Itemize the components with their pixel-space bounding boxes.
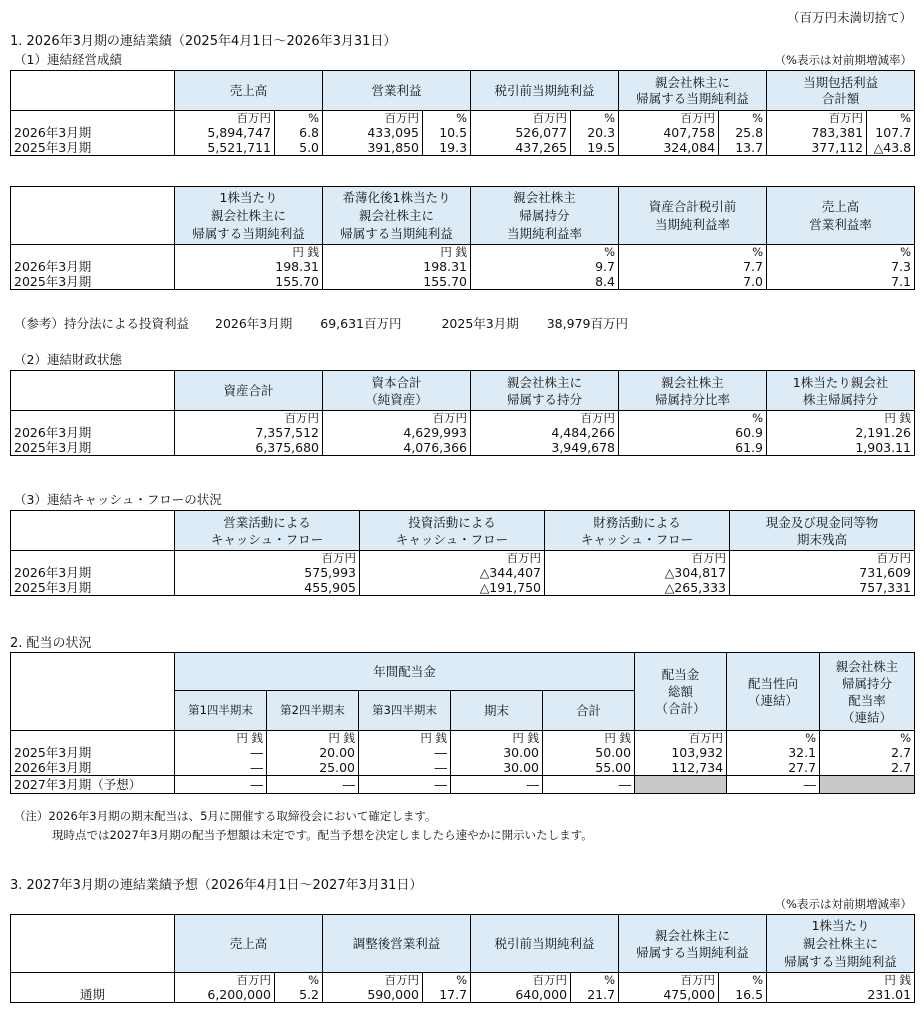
row-label: 2026年3月期 bbox=[11, 760, 175, 776]
header-cell: 資本合計 （純資産） bbox=[323, 371, 471, 411]
corner-cell bbox=[11, 511, 175, 551]
value-cell: 50.00 bbox=[543, 745, 635, 760]
forecast-table bbox=[10, 914, 915, 1003]
operating-results-table bbox=[10, 70, 915, 156]
unit-cell bbox=[11, 973, 175, 988]
value-cell: 4,076,366 bbox=[323, 440, 471, 456]
unit-cell: % bbox=[275, 111, 323, 126]
value-cell: 8.4 bbox=[471, 274, 619, 290]
percent-note: （%表示は対前期増減率） bbox=[774, 897, 912, 911]
table-row bbox=[11, 987, 915, 1003]
row-label: 2026年3月期 bbox=[11, 565, 175, 580]
value-cell: 2.7 bbox=[820, 745, 915, 760]
value-cell: 25.8 bbox=[719, 125, 767, 140]
value-cell: ― bbox=[175, 760, 267, 776]
value-cell: △265,333 bbox=[545, 580, 730, 596]
header-cell: 売上高 営業利益率 bbox=[767, 187, 915, 245]
value-cell: 17.7 bbox=[423, 987, 471, 1003]
ref-value: 38,979百万円 bbox=[546, 316, 628, 331]
shaded-cell bbox=[635, 776, 727, 794]
unit-cell: 円 銭 bbox=[175, 731, 267, 746]
ref-label: （参考）持分法による投資利益 bbox=[14, 316, 190, 331]
header-cell: 売上高 bbox=[175, 915, 323, 973]
unit-cell: % bbox=[423, 973, 471, 988]
table-row bbox=[11, 565, 915, 580]
unit-cell: 円 銭 bbox=[767, 973, 915, 988]
unit-cell: 百万円 bbox=[767, 111, 867, 126]
value-cell: ― bbox=[451, 776, 543, 794]
value-cell: 103,932 bbox=[635, 745, 727, 760]
header-cell: 営業活動による キャッシュ・フロー bbox=[175, 511, 360, 551]
header-cell: 合計 bbox=[543, 691, 635, 731]
value-cell: 6.8 bbox=[275, 125, 323, 140]
unit-cell bbox=[11, 411, 175, 426]
unit-cell: % bbox=[719, 111, 767, 126]
subsection-title-financial: （2）連結財政状態 bbox=[14, 352, 122, 367]
unit-cell: 円 銭 bbox=[323, 245, 471, 260]
value-cell: 198.31 bbox=[175, 259, 323, 274]
value-cell: ― bbox=[175, 745, 267, 760]
table-row bbox=[11, 580, 915, 596]
subsection-title-cashflow: （3）連結キャッシュ・フローの状況 bbox=[14, 492, 222, 507]
header-cell: 希薄化後1株当たり 親会社株主に 帰属する当期純利益 bbox=[323, 187, 471, 245]
unit-cell bbox=[11, 731, 175, 746]
value-cell: ― bbox=[267, 776, 359, 794]
unit-cell: % bbox=[719, 973, 767, 988]
value-cell: 9.7 bbox=[471, 259, 619, 274]
value-cell: 475,000 bbox=[619, 987, 719, 1003]
unit-cell: % bbox=[571, 973, 619, 988]
unit-cell: 百万円 bbox=[175, 551, 360, 566]
header-cell: 親会社株主に 帰属する当期純利益 bbox=[619, 915, 767, 973]
value-cell: 20.3 bbox=[571, 125, 619, 140]
subsection-title-operating: （1）連結経営成績 bbox=[14, 52, 122, 67]
unit-cell: 円 銭 bbox=[175, 245, 323, 260]
value-cell: 640,000 bbox=[471, 987, 571, 1003]
section-title-dividends: 2. 配当の状況 bbox=[10, 636, 92, 651]
header-cell: 現金及び現金同等物 期末残高 bbox=[730, 511, 915, 551]
value-cell: 4,484,266 bbox=[471, 425, 619, 440]
unit-cell: 円 銭 bbox=[267, 731, 359, 746]
header-cell: 配当性向 （連結） bbox=[727, 653, 820, 731]
row-label: 2026年3月期 bbox=[11, 259, 175, 274]
corner-cell bbox=[11, 653, 175, 731]
value-cell: 61.9 bbox=[619, 440, 767, 456]
unit-cell: % bbox=[471, 245, 619, 260]
unit-cell: 百万円 bbox=[619, 973, 719, 988]
unit-cell: 百万円 bbox=[360, 551, 545, 566]
value-cell: ― bbox=[543, 776, 635, 794]
value-cell: 32.1 bbox=[727, 745, 820, 760]
header-cell: 1株当たり 親会社株主に 帰属する当期純利益 bbox=[175, 187, 323, 245]
table-row bbox=[11, 125, 915, 140]
unit-cell: % bbox=[423, 111, 471, 126]
header-cell: 第3四半期末 bbox=[359, 691, 451, 731]
header-cell: 投資活動による キャッシュ・フロー bbox=[360, 511, 545, 551]
table-row bbox=[11, 440, 915, 456]
table-row bbox=[11, 425, 915, 440]
value-cell: 25.00 bbox=[267, 760, 359, 776]
value-cell: 324,084 bbox=[619, 140, 719, 156]
value-cell: 783,381 bbox=[767, 125, 867, 140]
header-cell: 親会社株主に 帰属する当期純利益 bbox=[619, 71, 767, 111]
value-cell: 1,903.11 bbox=[767, 440, 915, 456]
header-cell: 親会社株主 帰属持分 配当率 （連結） bbox=[820, 653, 915, 731]
value-cell: 377,112 bbox=[767, 140, 867, 156]
per-share-table bbox=[10, 186, 915, 290]
unit-cell bbox=[11, 551, 175, 566]
dividend-note: 現時点では2027年3月期の配当予想額は未定です。配当予想を決定しましたら速やかに開示いたします。 bbox=[52, 828, 593, 842]
value-cell: 107.7 bbox=[867, 125, 915, 140]
header-cell: 税引前当期純利益 bbox=[471, 915, 619, 973]
value-cell: 155.70 bbox=[175, 274, 323, 290]
value-cell: 19.5 bbox=[571, 140, 619, 156]
value-cell: 21.7 bbox=[571, 987, 619, 1003]
header-cell: 売上高 bbox=[175, 71, 323, 111]
value-cell: 198.31 bbox=[323, 259, 471, 274]
value-cell: 455,905 bbox=[175, 580, 360, 596]
unit-cell bbox=[11, 245, 175, 260]
unit-cell: % bbox=[820, 731, 915, 746]
value-cell: 27.7 bbox=[727, 760, 820, 776]
value-cell: 231.01 bbox=[767, 987, 915, 1003]
section-title-results: 1. 2026年3月期の連結業績（2025年4月1日～2026年3月31日） bbox=[10, 34, 397, 49]
table-row bbox=[11, 745, 915, 760]
equity-method-ref bbox=[14, 314, 628, 332]
value-cell: 526,077 bbox=[471, 125, 571, 140]
value-cell: 5.2 bbox=[275, 987, 323, 1003]
header-cell: 親会社株主 帰属持分比率 bbox=[619, 371, 767, 411]
unit-cell: % bbox=[619, 245, 767, 260]
group-header: 年間配当金 bbox=[175, 653, 635, 691]
value-cell: △344,407 bbox=[360, 565, 545, 580]
value-cell: 155.70 bbox=[323, 274, 471, 290]
cash-flow-table bbox=[10, 510, 915, 596]
value-cell: 2,191.26 bbox=[767, 425, 915, 440]
value-cell: 55.00 bbox=[543, 760, 635, 776]
unit-cell: % bbox=[275, 973, 323, 988]
value-cell: ― bbox=[727, 776, 820, 794]
header-cell: 親会社株主 帰属持分 当期純利益率 bbox=[471, 187, 619, 245]
row-label: 2025年3月期 bbox=[11, 580, 175, 596]
value-cell: 3,949,678 bbox=[471, 440, 619, 456]
value-cell: 433,095 bbox=[323, 125, 423, 140]
header-cell: 資産合計 bbox=[175, 371, 323, 411]
unit-cell: 百万円 bbox=[323, 973, 423, 988]
dividend-note: （注）2026年3月期の期末配当は、5月に開催する取締役会において確定します。 bbox=[14, 809, 437, 823]
row-label: 2025年3月期 bbox=[11, 440, 175, 456]
row-label: 2027年3月期（予想） bbox=[11, 776, 175, 794]
unit-cell: % bbox=[867, 111, 915, 126]
unit-cell: 円 銭 bbox=[543, 731, 635, 746]
dividends-table bbox=[10, 652, 915, 794]
row-label: 2025年3月期 bbox=[11, 745, 175, 760]
value-cell: ― bbox=[359, 745, 451, 760]
value-cell: 5,521,711 bbox=[175, 140, 275, 156]
header-cell: 1株当たり親会社 株主帰属持分 bbox=[767, 371, 915, 411]
unit-cell: % bbox=[619, 411, 767, 426]
value-cell: 30.00 bbox=[451, 760, 543, 776]
corner-cell bbox=[11, 187, 175, 245]
unit-cell: 百万円 bbox=[175, 411, 323, 426]
value-cell: 20.00 bbox=[267, 745, 359, 760]
unit-cell bbox=[11, 111, 175, 126]
header-cell: 当期包括利益 合計額 bbox=[767, 71, 915, 111]
value-cell: 5,894,747 bbox=[175, 125, 275, 140]
value-cell: ― bbox=[359, 760, 451, 776]
value-cell: ― bbox=[359, 776, 451, 794]
unit-cell: 百万円 bbox=[175, 973, 275, 988]
table-row bbox=[11, 259, 915, 274]
value-cell: 6,200,000 bbox=[175, 987, 275, 1003]
value-cell: 5.0 bbox=[275, 140, 323, 156]
unit-cell: 百万円 bbox=[619, 111, 719, 126]
table-row bbox=[11, 776, 915, 794]
value-cell: 6,375,680 bbox=[175, 440, 323, 456]
header-cell: 期末 bbox=[451, 691, 543, 731]
value-cell: 575,993 bbox=[175, 565, 360, 580]
value-cell: 112,734 bbox=[635, 760, 727, 776]
unit-cell: 円 銭 bbox=[451, 731, 543, 746]
value-cell: 7.1 bbox=[767, 274, 915, 290]
ref-value: 69,631百万円 bbox=[320, 316, 402, 331]
row-label: 通期 bbox=[11, 987, 175, 1003]
value-cell: 590,000 bbox=[323, 987, 423, 1003]
header-cell: 税引前当期純利益 bbox=[471, 71, 619, 111]
unit-cell: % bbox=[767, 245, 915, 260]
unit-cell: % bbox=[727, 731, 820, 746]
unit-cell: 百万円 bbox=[635, 731, 727, 746]
unit-cell: 百万円 bbox=[471, 411, 619, 426]
value-cell: 13.7 bbox=[719, 140, 767, 156]
row-label: 2026年3月期 bbox=[11, 125, 175, 140]
corner-cell bbox=[11, 371, 175, 411]
table-row bbox=[11, 760, 915, 776]
table-row bbox=[11, 274, 915, 290]
value-cell: 19.3 bbox=[423, 140, 471, 156]
value-cell: 10.5 bbox=[423, 125, 471, 140]
unit-cell: 百万円 bbox=[730, 551, 915, 566]
header-cell: 第2四半期末 bbox=[267, 691, 359, 731]
unit-cell: 円 銭 bbox=[359, 731, 451, 746]
value-cell: 757,331 bbox=[730, 580, 915, 596]
unit-cell: 百万円 bbox=[323, 411, 471, 426]
unit-note: （百万円未満切捨て） bbox=[786, 10, 912, 25]
header-cell: 財務活動による キャッシュ・フロー bbox=[545, 511, 730, 551]
value-cell: 7.3 bbox=[767, 259, 915, 274]
financial-position-table bbox=[10, 370, 915, 456]
header-cell: 資産合計税引前 当期純利益率 bbox=[619, 187, 767, 245]
unit-cell: 百万円 bbox=[323, 111, 423, 126]
value-cell: 731,609 bbox=[730, 565, 915, 580]
header-cell: 親会社株主に 帰属する持分 bbox=[471, 371, 619, 411]
corner-cell bbox=[11, 915, 175, 973]
table-row bbox=[11, 140, 915, 156]
header-cell: 営業利益 bbox=[323, 71, 471, 111]
row-label: 2026年3月期 bbox=[11, 425, 175, 440]
ref-period: 2025年3月期 bbox=[441, 316, 519, 331]
header-cell: 配当金 総額 （合計） bbox=[635, 653, 727, 731]
row-label: 2025年3月期 bbox=[11, 274, 175, 290]
value-cell: 4,629,993 bbox=[323, 425, 471, 440]
value-cell: ― bbox=[175, 776, 267, 794]
row-label: 2025年3月期 bbox=[11, 140, 175, 156]
ref-period: 2026年3月期 bbox=[215, 316, 293, 331]
value-cell: 7.0 bbox=[619, 274, 767, 290]
value-cell: △304,817 bbox=[545, 565, 730, 580]
unit-cell: 百万円 bbox=[471, 973, 571, 988]
corner-cell bbox=[11, 71, 175, 111]
shaded-cell bbox=[820, 776, 915, 794]
value-cell: 60.9 bbox=[619, 425, 767, 440]
header-cell: 第1四半期末 bbox=[175, 691, 267, 731]
value-cell: 2.7 bbox=[820, 760, 915, 776]
value-cell: 437,265 bbox=[471, 140, 571, 156]
unit-cell: 円 銭 bbox=[767, 411, 915, 426]
value-cell: 16.5 bbox=[719, 987, 767, 1003]
unit-cell: 百万円 bbox=[471, 111, 571, 126]
value-cell: 7,357,512 bbox=[175, 425, 323, 440]
header-cell: 1株当たり 親会社株主に 帰属する当期純利益 bbox=[767, 915, 915, 973]
value-cell: 407,758 bbox=[619, 125, 719, 140]
value-cell: △191,750 bbox=[360, 580, 545, 596]
unit-cell: 百万円 bbox=[175, 111, 275, 126]
unit-cell: % bbox=[571, 111, 619, 126]
header-cell: 調整後営業利益 bbox=[323, 915, 471, 973]
value-cell: △43.8 bbox=[867, 140, 915, 156]
unit-cell: 百万円 bbox=[545, 551, 730, 566]
value-cell: 30.00 bbox=[451, 745, 543, 760]
section-title-forecast: 3. 2027年3月期の連結業績予想（2026年4月1日～2027年3月31日） bbox=[10, 878, 423, 893]
percent-note: （%表示は対前期増減率） bbox=[774, 53, 912, 67]
value-cell: 7.7 bbox=[619, 259, 767, 274]
value-cell: 391,850 bbox=[323, 140, 423, 156]
